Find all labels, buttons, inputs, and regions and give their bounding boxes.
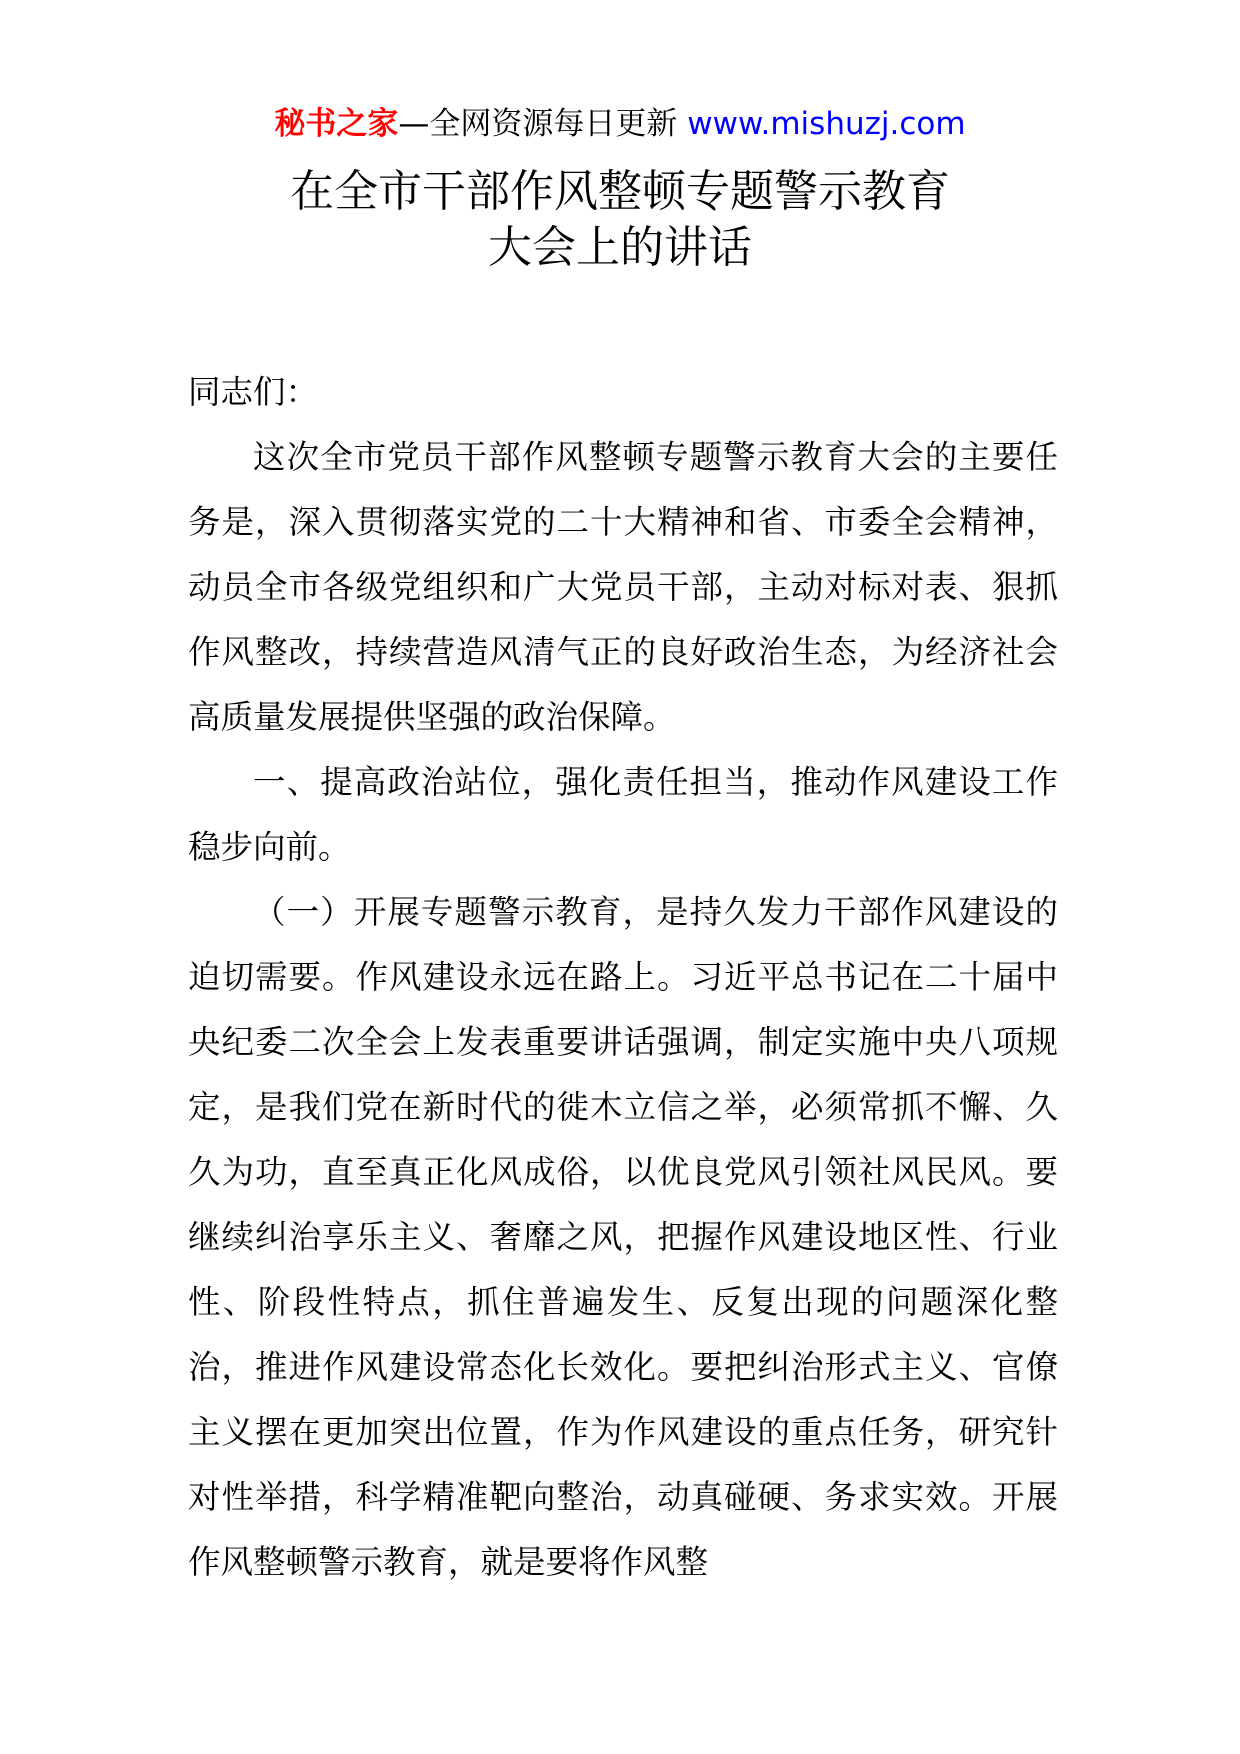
document-title (0, 164, 1240, 276)
title-line-1: 在全市干部作风整顿专题警示教育 (290, 166, 950, 217)
paragraph-subsection-1: （一）开展专题警示教育，是持久发力干部作风建设的迫切需要。作风建设永远在路上。习近平总书记在二十届中央纪委二次全会上发表重要讲话强调，制定实施中央八项规定，是我们党在新时代的徙木立信之举，必须常抓不懈、久久为功，直至真正化风成俗，以优良党风引领社风民风。要继续纠治享乐主义、奢靡之风，把握作风建设地区性、行业性、阶段性特点，抓住普遍发生、反复出现的问题深化整治，推进作风建设常态化长效化。要把纠治形式主义、官僚主义摆在更加突出位置，作为作风建设的重点任务，研究针对性举措，科学精准靶向整治，动真碰硬、务求实效。开展作风整顿警示教育，就是要将作风整 (188, 893, 1058, 1581)
site-url-link[interactable]: www.mishuzj.com (687, 106, 966, 142)
section-heading-1: 一、提高政治站位，强化责任担当，推动作风建设工作稳步向前。 (188, 763, 1058, 866)
header-tagline: —全网资源每日更新 (398, 106, 678, 142)
brand-name: 秘书之家 (274, 106, 399, 142)
title-line-2: 大会上的讲话 (488, 222, 752, 273)
site-header-banner (0, 102, 1240, 146)
salutation: 同志们： (188, 373, 319, 411)
paragraph-intro: 这次全市党员干部作风整顿专题警示教育大会的主要任务是，深入贯彻落实党的二十大精神和省、市委全会精神，动员全市各级党组织和广大党员干部，主动对标对表、狠抓作风整改，持续营造风清气正的良好政治生态，为经济社会高质量发展提供坚强的政治保障。 (188, 438, 1058, 736)
document-body (188, 360, 1058, 1595)
